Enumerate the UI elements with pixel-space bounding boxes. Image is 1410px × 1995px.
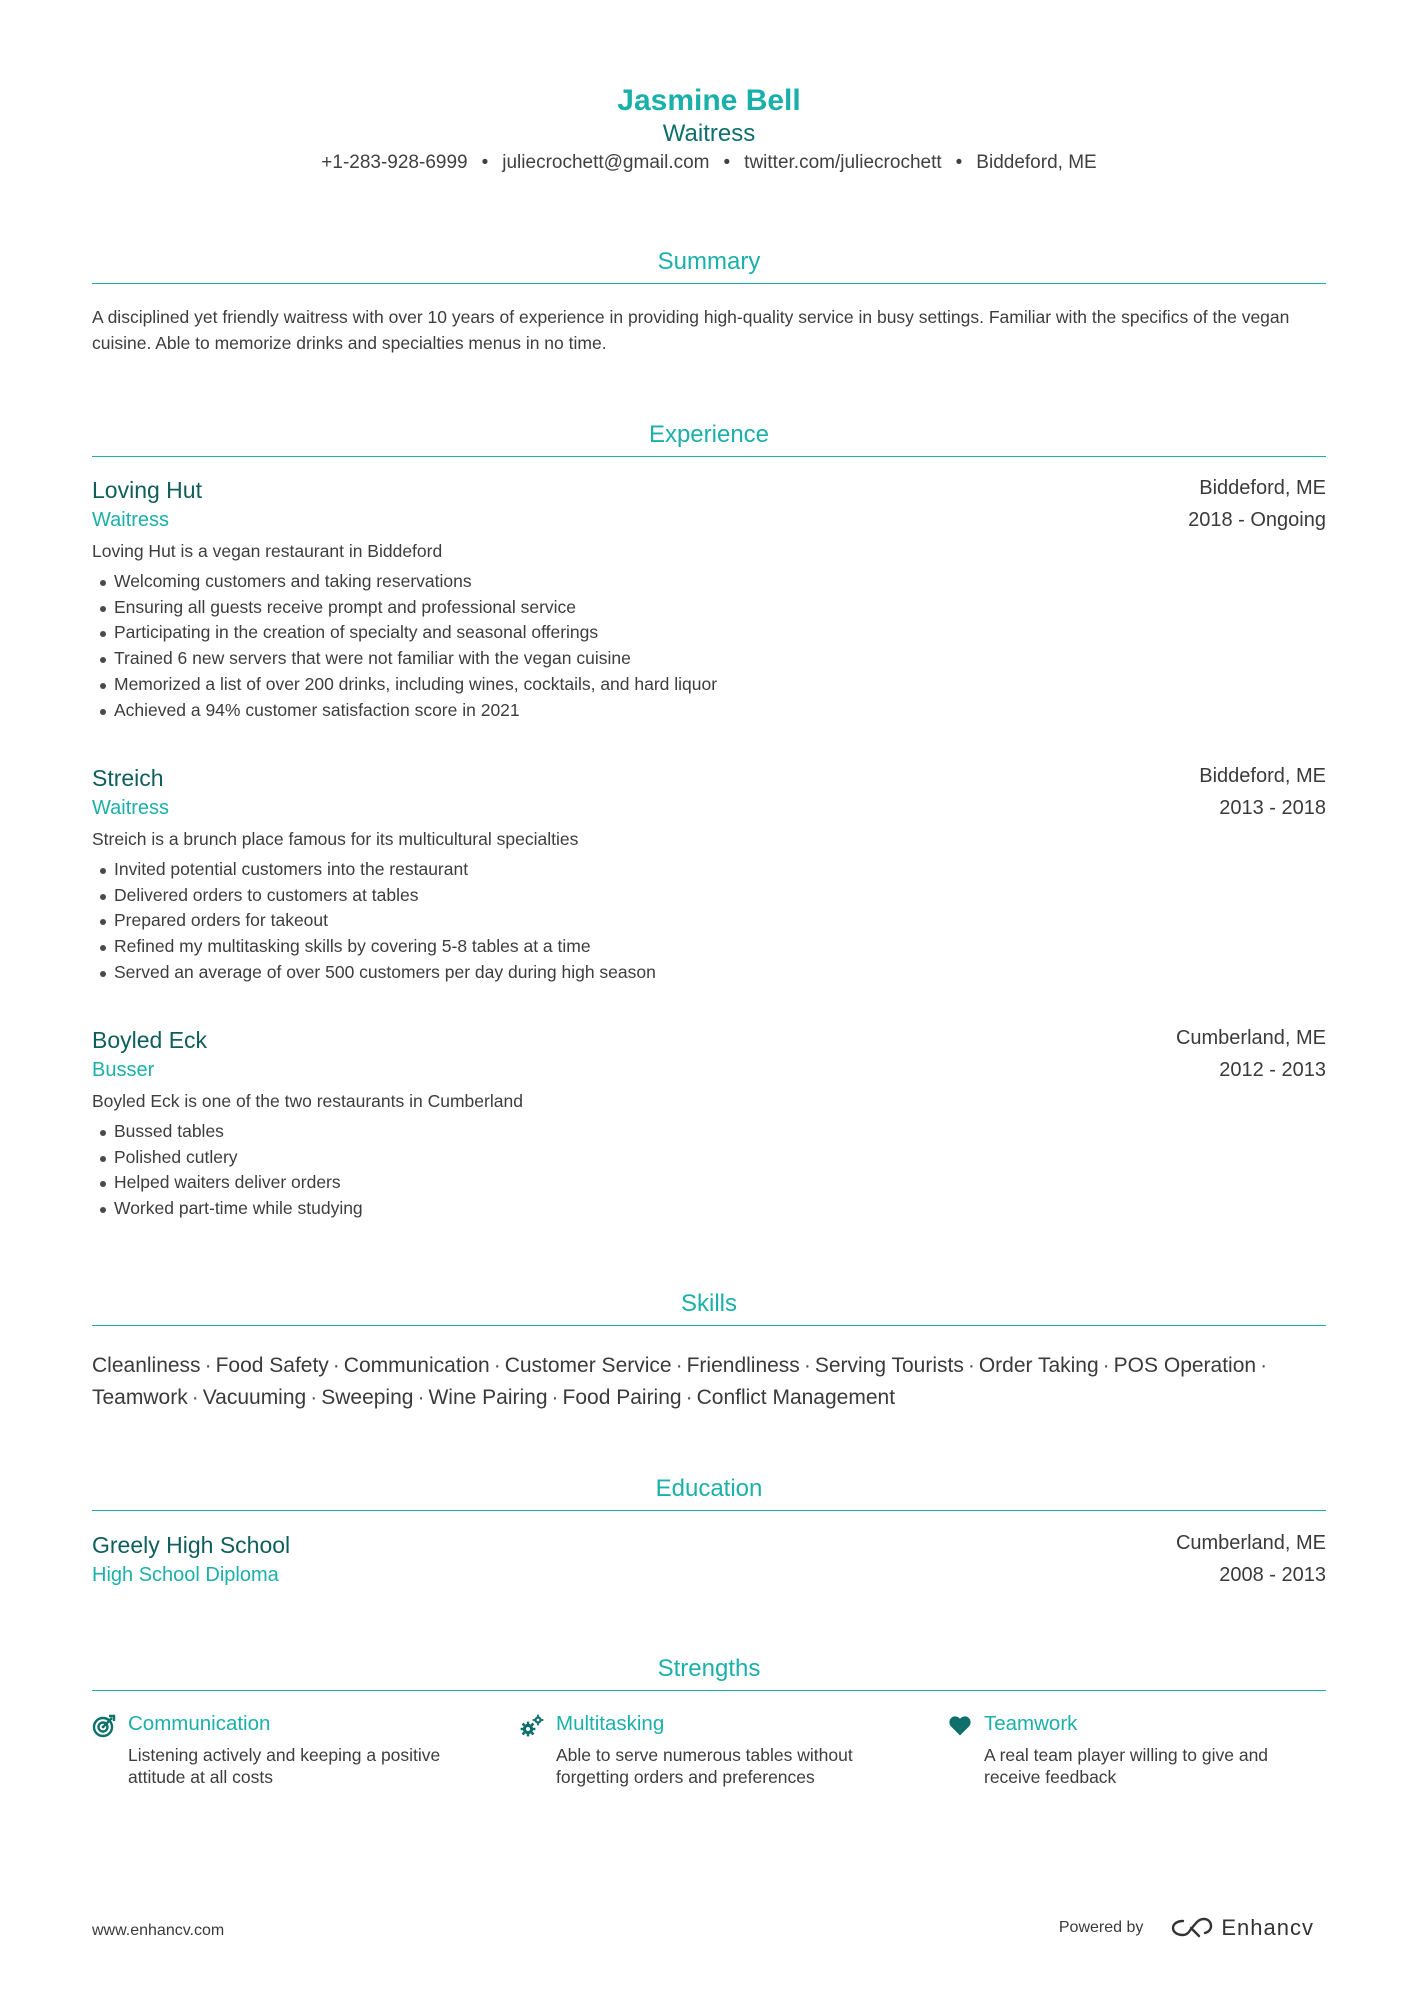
powered-by-label: Powered by xyxy=(1058,1919,1144,1936)
skill-tag: Cleanliness xyxy=(92,1354,201,1377)
strength-title: Teamwork xyxy=(984,1712,1078,1735)
skill-separator: · xyxy=(493,1354,501,1377)
skill-separator: · xyxy=(332,1354,340,1377)
skill-separator: · xyxy=(310,1386,318,1409)
job-description: Boyled Eck is one of the two restaurants in Cumberland xyxy=(92,1091,523,1111)
footer-website-link[interactable]: www.enhancv.com xyxy=(92,1922,225,1939)
gears-icon xyxy=(520,1714,544,1738)
candidate-role: Waitress xyxy=(662,120,756,147)
bullet-item: Served an average of over 500 customers per day during high season xyxy=(92,960,656,986)
job-dates: 2012 - 2013 xyxy=(1219,1059,1326,1081)
school-location: Cumberland, ME xyxy=(1175,1532,1326,1554)
strength-title: Communication xyxy=(128,1712,271,1735)
skill-separator: · xyxy=(675,1354,683,1377)
strengths-heading: Strengths xyxy=(657,1655,761,1682)
email-link[interactable]: juliecrochett@gmail.com xyxy=(502,152,710,173)
section-divider xyxy=(92,283,1326,284)
skill-tag: Food Pairing xyxy=(562,1386,682,1409)
skill-tag: Friendliness xyxy=(686,1354,800,1377)
job-title: Waitress xyxy=(92,797,170,819)
education-heading: Education xyxy=(655,1475,763,1502)
target-icon xyxy=(92,1714,116,1738)
enhancv-logo-icon xyxy=(1169,1916,1215,1940)
contact-line xyxy=(92,152,1326,174)
skills-list xyxy=(92,1350,1332,1414)
job-description: Loving Hut is a vegan restaurant in Biddeford xyxy=(92,541,443,561)
skill-tag: Communication xyxy=(343,1354,490,1377)
strength-description: Able to serve numerous tables without forgetting orders and preferences xyxy=(556,1745,853,1787)
skill-tag: Customer Service xyxy=(504,1354,672,1377)
strength-description: A real team player willing to give and receive feedback xyxy=(984,1745,1269,1787)
phone-text: +1-283-928-6999 xyxy=(321,152,468,173)
skill-tag: Wine Pairing xyxy=(428,1386,548,1409)
job-bullets xyxy=(92,569,717,723)
bullet-item: Invited potential customers into the restaurant xyxy=(92,857,656,883)
job-description: Streich is a brunch place famous for its multicultural specialties xyxy=(92,829,579,849)
bullet-item: Refined my multitasking skills by covering 5-8 tables at a time xyxy=(92,934,656,960)
job-company: Boyled Eck xyxy=(92,1027,208,1053)
skill-tag: Conflict Management xyxy=(696,1386,896,1409)
bullet-item: Participating in the creation of specialty and seasonal offerings xyxy=(92,620,717,646)
job-dates: 2013 - 2018 xyxy=(1219,797,1326,819)
bullet-item: Memorized a list of over 200 drinks, including wines, cocktails, and hard liquor xyxy=(92,672,717,698)
location-text: Biddeford, ME xyxy=(976,152,1097,173)
bullet-item: Achieved a 94% customer satisfaction score in 2021 xyxy=(92,698,717,724)
job-bullets xyxy=(92,857,656,986)
job-dates: 2018 - Ongoing xyxy=(1188,509,1326,531)
skill-separator: · xyxy=(1260,1354,1268,1377)
bullet-item: Helped waiters deliver orders xyxy=(92,1170,363,1196)
section-divider xyxy=(92,1510,1326,1511)
job-company: Loving Hut xyxy=(92,477,202,503)
strength-description: Listening actively and keeping a positive attitude at all costs xyxy=(128,1745,441,1787)
job-location: Biddeford, ME xyxy=(1199,477,1326,499)
skill-separator: · xyxy=(551,1386,559,1409)
job-bullets xyxy=(92,1119,363,1222)
job-location: Biddeford, ME xyxy=(1199,765,1326,787)
bullet-item: Polished cutlery xyxy=(92,1145,363,1171)
summary-text: A disciplined yet friendly waitress with over 10 years of experience in providing high-quality service in busy settings. Familiar with the specifics of the vegan cuisine. Able to memorize drinks and specialties menus in no time. xyxy=(92,307,1290,353)
skill-separator: · xyxy=(967,1354,975,1377)
section-divider xyxy=(92,1690,1326,1691)
bullet-item: Prepared orders for takeout xyxy=(92,908,656,934)
skill-separator: · xyxy=(1102,1354,1110,1377)
skill-tag: Vacuuming xyxy=(202,1386,307,1409)
bullet-item: Ensuring all guests receive prompt and professional service xyxy=(92,595,717,621)
bullet-item: Welcoming customers and taking reservations xyxy=(92,569,717,595)
separator-dot: • xyxy=(955,152,963,173)
skill-separator: · xyxy=(191,1386,199,1409)
education-dates: 2008 - 2013 xyxy=(1219,1564,1326,1586)
twitter-link[interactable]: twitter.com/juliecrochett xyxy=(744,152,942,173)
job-title: Waitress xyxy=(92,509,170,531)
skill-tag: Serving Tourists xyxy=(814,1354,964,1377)
skill-separator: · xyxy=(204,1354,212,1377)
skill-tag: Sweeping xyxy=(321,1386,414,1409)
bullet-item: Delivered orders to customers at tables xyxy=(92,883,656,909)
section-divider xyxy=(92,456,1326,457)
bullet-item: Worked part-time while studying xyxy=(92,1196,363,1222)
summary-heading: Summary xyxy=(657,248,761,275)
skill-tag: Order Taking xyxy=(978,1354,1099,1377)
skill-tag: Food Safety xyxy=(215,1354,329,1377)
skill-separator: · xyxy=(685,1386,693,1409)
strength-title: Multitasking xyxy=(556,1712,665,1735)
enhancv-brand-name[interactable]: Enhancv xyxy=(1221,1915,1314,1940)
job-location: Cumberland, ME xyxy=(1175,1027,1326,1049)
job-title: Busser xyxy=(92,1059,155,1081)
section-divider xyxy=(92,1325,1326,1326)
skill-tag: POS Operation xyxy=(1113,1354,1257,1377)
experience-heading: Experience xyxy=(648,421,770,448)
degree-title: High School Diploma xyxy=(92,1564,279,1586)
separator-dot: • xyxy=(481,152,489,173)
bullet-item: Bussed tables xyxy=(92,1119,363,1145)
job-company: Streich xyxy=(92,765,164,791)
bullet-item: Trained 6 new servers that were not familiar with the vegan cuisine xyxy=(92,646,717,672)
school-name: Greely High School xyxy=(92,1532,291,1558)
skills-heading: Skills xyxy=(680,1290,737,1317)
candidate-name: Jasmine Bell xyxy=(617,84,801,117)
skill-separator: · xyxy=(803,1354,811,1377)
skill-tag: Teamwork xyxy=(92,1386,188,1409)
heart-icon xyxy=(948,1714,972,1738)
separator-dot: • xyxy=(723,152,731,173)
footer-branding xyxy=(1059,1912,1314,1944)
skill-separator: · xyxy=(417,1386,425,1409)
